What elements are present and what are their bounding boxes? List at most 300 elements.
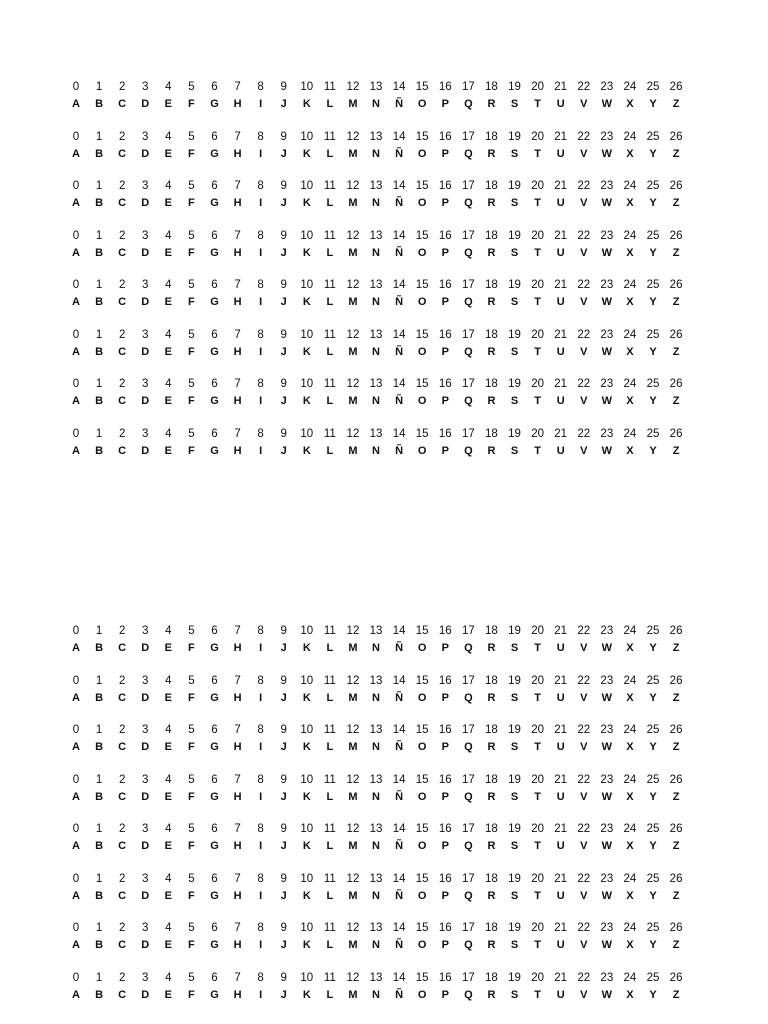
letter-cell: R (487, 147, 496, 160)
number-cell: 16 (438, 328, 452, 341)
number-cell: 17 (461, 378, 475, 390)
letter-cell: Y (649, 642, 657, 654)
number-cell: 0 (72, 724, 80, 736)
number-cell: 15 (415, 724, 429, 736)
number-cell: 6 (211, 328, 218, 341)
number-cell: 8 (257, 229, 264, 242)
letter-cell: I (259, 147, 263, 160)
letter-cell: E (164, 642, 172, 654)
number-cell: 13 (369, 279, 383, 291)
number-cell: 2 (118, 229, 126, 242)
number-cell: 15 (415, 328, 429, 341)
letter-cell: W (601, 840, 613, 852)
number-cell: 25 (646, 427, 660, 440)
letter-cell: W (601, 147, 613, 160)
number-cell: 19 (508, 823, 521, 835)
number-cell: 21 (554, 279, 568, 291)
letter-cell: M (348, 444, 358, 457)
number-cell: 26 (669, 872, 683, 885)
letter-cell: M (348, 246, 358, 259)
number-cell: 23 (600, 130, 614, 143)
letter-cell: C (118, 790, 127, 803)
letter-cell: X (626, 395, 634, 407)
letter-cell: Ñ (395, 296, 404, 308)
letter-cell: Y (649, 147, 657, 160)
letter-cell: W (601, 741, 613, 753)
number-cell: 26 (669, 971, 683, 984)
number-cell: 18 (485, 674, 498, 687)
number-cell: 18 (485, 773, 498, 786)
number-cell: 17 (461, 427, 475, 440)
number-cell: 2 (118, 378, 126, 390)
letter-cell: W (601, 246, 613, 259)
letter-cell: D (141, 444, 150, 457)
number-cell: 20 (531, 378, 544, 390)
letter-cell: K (302, 790, 311, 803)
letter-cell: Y (649, 395, 657, 407)
number-cell: 15 (415, 823, 429, 835)
letter-cell: C (118, 444, 127, 457)
number-cell: 15 (415, 279, 429, 291)
number-cell: 25 (646, 773, 660, 786)
letter-cell: C (118, 741, 127, 753)
number-cell: 23 (600, 823, 614, 835)
letter-cell: E (164, 345, 172, 358)
number-cell: 19 (508, 229, 521, 242)
cipher-row (0, 872, 768, 922)
number-cell: 2 (118, 922, 126, 934)
number-cell: 14 (392, 872, 406, 885)
number-cell: 26 (669, 130, 683, 143)
number-cell: 24 (623, 427, 637, 440)
letter-cell: I (259, 988, 263, 1001)
number-cell: 13 (369, 180, 383, 192)
number-cell: 6 (211, 872, 218, 885)
number-cell: 20 (531, 180, 544, 192)
number-cell: 25 (646, 674, 660, 687)
number-cell: 24 (623, 279, 637, 291)
number-cell: 8 (257, 625, 264, 637)
letter-cell: V (580, 345, 588, 358)
number-cell: 5 (188, 229, 195, 242)
letter-cell: F (188, 197, 195, 209)
letter-cell: C (118, 840, 127, 852)
cipher-row (0, 80, 768, 130)
letter-cell: T (534, 642, 541, 654)
number-cell: 25 (646, 130, 660, 143)
letter-cell: J (280, 345, 287, 358)
letter-cell: Q (464, 345, 473, 358)
letter-cell: I (259, 246, 263, 259)
letter-cell: I (259, 197, 263, 209)
letter-cell: M (348, 889, 358, 902)
number-cell: 0 (72, 773, 80, 786)
letter-cell: G (210, 741, 219, 753)
cipher-row (0, 377, 768, 427)
letter-cell: A (72, 988, 80, 1001)
letter-cell: X (626, 98, 634, 110)
number-cell: 19 (508, 625, 521, 637)
cipher-row (0, 179, 768, 229)
letter-cell: G (210, 246, 219, 259)
number-cell: 14 (392, 130, 406, 143)
number-cell: 12 (346, 773, 360, 786)
number-cell: 22 (577, 81, 591, 93)
letter-cell: B (95, 790, 104, 803)
number-cell: 5 (188, 625, 195, 637)
letter-cell: E (164, 790, 172, 803)
number-cell: 22 (577, 971, 591, 984)
letter-cell: U (556, 988, 565, 1001)
number-cell: 21 (554, 674, 568, 687)
number-cell: 9 (280, 674, 287, 687)
letter-cell: B (95, 642, 104, 654)
letter-cell: L (326, 889, 334, 902)
letter-cell: C (118, 296, 127, 308)
number-cell: 5 (188, 279, 195, 291)
number-cell: 24 (623, 625, 637, 637)
letter-cell: Z (672, 741, 680, 753)
letter-cell: I (259, 395, 263, 407)
letter-cell: N (372, 444, 380, 457)
number-cell: 8 (257, 674, 264, 687)
number-cell: 8 (257, 922, 264, 934)
number-cell: 23 (600, 81, 614, 93)
number-cell: 0 (72, 872, 80, 885)
letter-cell: J (280, 98, 287, 110)
letter-cell: N (372, 642, 380, 654)
letter-cell: Ñ (395, 988, 404, 1001)
cipher-row (0, 328, 768, 378)
number-cell: 22 (577, 229, 591, 242)
number-cell: 14 (392, 328, 406, 341)
letter-cell: Z (672, 197, 680, 209)
letter-cell: L (326, 147, 334, 160)
number-cell: 1 (95, 823, 103, 835)
letter-cell: K (302, 741, 311, 753)
number-cell: 14 (392, 724, 406, 736)
letter-cell: J (280, 790, 287, 803)
letter-cell: X (626, 147, 634, 160)
letter-cell: B (95, 197, 104, 209)
number-cell: 2 (118, 427, 126, 440)
number-cell: 11 (323, 427, 336, 440)
letter-cell: X (626, 939, 634, 951)
letter-cell: D (141, 296, 150, 308)
letter-cell: J (280, 395, 287, 407)
letter-cell: F (188, 147, 195, 160)
letter-cell: R (487, 840, 496, 852)
letter-cell: Y (649, 939, 657, 951)
number-cell: 22 (577, 773, 591, 786)
letter-cell: R (487, 889, 496, 902)
letter-cell: A (72, 741, 80, 753)
letter-cell: R (487, 444, 496, 457)
number-cell: 6 (211, 724, 218, 736)
number-cell: 7 (234, 971, 241, 984)
number-cell: 18 (485, 180, 498, 192)
letter-cell: L (326, 395, 334, 407)
number-cell: 11 (323, 130, 336, 143)
letter-cell: Q (464, 444, 473, 457)
letter-cell: M (348, 790, 358, 803)
letter-cell: Q (464, 197, 473, 209)
number-cell: 8 (257, 823, 264, 835)
number-cell: 13 (369, 328, 383, 341)
number-cell: 6 (211, 922, 218, 934)
letter-cell: P (441, 939, 449, 951)
letter-cell: H (233, 197, 242, 209)
number-cell: 13 (369, 872, 383, 885)
number-cell: 3 (142, 378, 149, 390)
number-cell: 16 (438, 922, 452, 934)
letter-cell: N (372, 98, 380, 110)
number-cell: 21 (554, 378, 568, 390)
number-cell: 6 (211, 229, 218, 242)
number-cell: 6 (211, 625, 218, 637)
number-cell: 2 (118, 724, 126, 736)
number-cell: 4 (165, 674, 172, 687)
number-cell: 9 (280, 229, 287, 242)
letter-cell: I (259, 444, 263, 457)
letter-cell: J (280, 939, 287, 951)
number-cell: 13 (369, 81, 383, 93)
number-cell: 10 (300, 872, 314, 885)
number-cell: 13 (369, 229, 383, 242)
number-cell: 14 (392, 427, 406, 440)
letter-cell: E (164, 296, 172, 308)
number-cell: 10 (300, 922, 314, 934)
letter-cell: V (580, 691, 588, 704)
number-cell: 23 (600, 229, 614, 242)
letter-cell: F (188, 988, 195, 1001)
cipher-row (0, 921, 768, 971)
number-cell: 23 (600, 773, 614, 786)
number-cell: 15 (415, 773, 429, 786)
number-cell: 16 (438, 971, 452, 984)
number-cell: 5 (188, 81, 195, 93)
letter-cell: Ñ (395, 395, 404, 407)
letter-cell: L (326, 345, 334, 358)
number-cell: 3 (142, 971, 149, 984)
letter-cell: V (580, 790, 588, 803)
letter-cell: P (441, 790, 449, 803)
letter-cell: E (164, 988, 172, 1001)
number-cell: 3 (142, 279, 149, 291)
letter-cell: X (626, 988, 634, 1001)
number-cell: 7 (234, 229, 241, 242)
letter-cell: X (626, 444, 634, 457)
number-cell: 9 (280, 279, 287, 291)
number-cell: 26 (669, 180, 683, 192)
letter-cell: G (210, 345, 219, 358)
number-cell: 8 (257, 378, 264, 390)
number-cell: 26 (669, 674, 683, 687)
letter-cell: W (601, 345, 613, 358)
number-cell: 22 (577, 823, 591, 835)
letter-cell: C (118, 691, 127, 704)
number-cell: 15 (415, 872, 429, 885)
number-cell: 17 (461, 674, 475, 687)
letter-cell: O (417, 939, 427, 951)
letter-cell: N (372, 197, 380, 209)
number-cell: 16 (438, 823, 452, 835)
number-cell: 26 (669, 427, 683, 440)
number-cell: 12 (346, 229, 360, 242)
letter-cell: D (141, 691, 150, 704)
letter-cell: F (188, 444, 195, 457)
letter-cell: O (417, 444, 427, 457)
letter-cell: S (510, 988, 519, 1001)
number-cell: 2 (118, 279, 126, 291)
letter-cell: P (441, 345, 449, 358)
letter-cell: Ñ (395, 790, 404, 803)
number-cell: 16 (438, 378, 452, 390)
letter-cell: G (210, 790, 219, 803)
number-cell: 11 (323, 328, 336, 341)
letter-cell: Q (464, 988, 473, 1001)
letter-cell: P (441, 246, 449, 259)
letter-cell: D (141, 939, 150, 951)
letter-cell: V (580, 741, 588, 753)
letter-cell: T (534, 98, 541, 110)
letter-cell: O (417, 98, 427, 110)
letter-cell: N (372, 296, 380, 308)
letter-cell: X (626, 741, 634, 753)
letter-cell: O (417, 345, 427, 358)
letter-cell: G (210, 197, 219, 209)
number-cell: 13 (369, 427, 383, 440)
number-cell: 25 (646, 922, 660, 934)
cipher-row (0, 971, 768, 1021)
number-cell: 26 (669, 229, 683, 242)
number-cell: 21 (554, 229, 568, 242)
letter-cell: X (626, 296, 634, 308)
letter-cell: V (580, 197, 588, 209)
number-cell: 2 (118, 773, 126, 786)
letter-cell: U (556, 444, 565, 457)
number-cell: 19 (508, 872, 521, 885)
number-cell: 1 (95, 328, 103, 341)
number-cell: 25 (646, 872, 660, 885)
number-cell: 7 (234, 328, 241, 341)
letter-cell: S (510, 147, 519, 160)
letter-cell: H (233, 642, 242, 654)
letter-cell: Y (649, 98, 657, 110)
letter-cell: X (626, 691, 634, 704)
letter-cell: H (233, 889, 242, 902)
letter-cell: O (417, 988, 427, 1001)
letter-cell: J (280, 840, 287, 852)
letter-cell: Z (672, 296, 680, 308)
letter-cell: B (95, 147, 104, 160)
number-cell: 13 (369, 674, 383, 687)
number-cell: 13 (369, 922, 383, 934)
letter-cell: U (556, 889, 565, 902)
number-cell: 14 (392, 674, 406, 687)
letter-cell: Q (464, 939, 473, 951)
letter-cell: J (280, 988, 287, 1001)
letter-cell: G (210, 98, 219, 110)
letter-cell: Ñ (395, 246, 404, 259)
letter-cell: U (556, 147, 565, 160)
letter-cell: T (534, 147, 541, 160)
letter-cell: R (487, 246, 496, 259)
number-cell: 3 (142, 872, 149, 885)
letter-cell: Z (672, 345, 680, 358)
letter-cell: Ñ (395, 741, 404, 753)
number-cell: 11 (323, 229, 336, 242)
letter-cell: I (259, 691, 263, 704)
number-cell: 4 (165, 328, 172, 341)
letter-cell: B (95, 345, 104, 358)
letter-cell: N (372, 147, 380, 160)
letter-cell: V (580, 296, 588, 308)
letter-cell: C (118, 246, 127, 259)
number-cell: 0 (72, 427, 80, 440)
number-cell: 3 (142, 427, 149, 440)
number-cell: 24 (623, 130, 637, 143)
letter-cell: Q (464, 790, 473, 803)
letter-cell: A (72, 345, 80, 358)
number-cell: 10 (300, 229, 314, 242)
number-cell: 22 (577, 872, 591, 885)
number-cell: 0 (72, 229, 80, 242)
number-cell: 19 (508, 81, 521, 93)
number-cell: 20 (531, 823, 544, 835)
letter-cell: R (487, 741, 496, 753)
letter-cell: I (259, 889, 263, 902)
number-cell: 14 (392, 625, 406, 637)
number-cell: 7 (234, 625, 241, 637)
letter-cell: G (210, 395, 219, 407)
number-cell: 10 (300, 724, 314, 736)
letter-cell: B (95, 988, 104, 1001)
number-cell: 7 (234, 130, 241, 143)
number-cell: 25 (646, 724, 660, 736)
letter-cell: X (626, 840, 634, 852)
letter-cell: I (259, 296, 263, 308)
letter-cell: A (72, 889, 80, 902)
letter-cell: F (188, 889, 195, 902)
number-cell: 16 (438, 81, 452, 93)
number-cell: 0 (72, 378, 80, 390)
letter-cell: L (326, 790, 334, 803)
letter-cell: A (72, 147, 80, 160)
number-cell: 10 (300, 823, 314, 835)
number-cell: 21 (554, 625, 568, 637)
letter-cell: X (626, 642, 634, 654)
number-cell: 0 (72, 180, 80, 192)
number-cell: 6 (211, 971, 218, 984)
number-cell: 20 (531, 773, 544, 786)
number-cell: 24 (623, 229, 637, 242)
number-cell: 13 (369, 378, 383, 390)
letter-cell: T (534, 395, 541, 407)
letter-cell: Y (649, 296, 657, 308)
letter-cell: K (302, 98, 311, 110)
number-cell: 23 (600, 971, 614, 984)
number-cell: 12 (346, 279, 360, 291)
number-cell: 1 (95, 378, 103, 390)
letter-cell: A (72, 642, 80, 654)
letter-cell: P (441, 147, 449, 160)
letter-cell: K (302, 988, 311, 1001)
number-cell: 13 (369, 971, 383, 984)
number-cell: 17 (461, 971, 475, 984)
number-cell: 12 (346, 674, 360, 687)
number-cell: 21 (554, 427, 568, 440)
